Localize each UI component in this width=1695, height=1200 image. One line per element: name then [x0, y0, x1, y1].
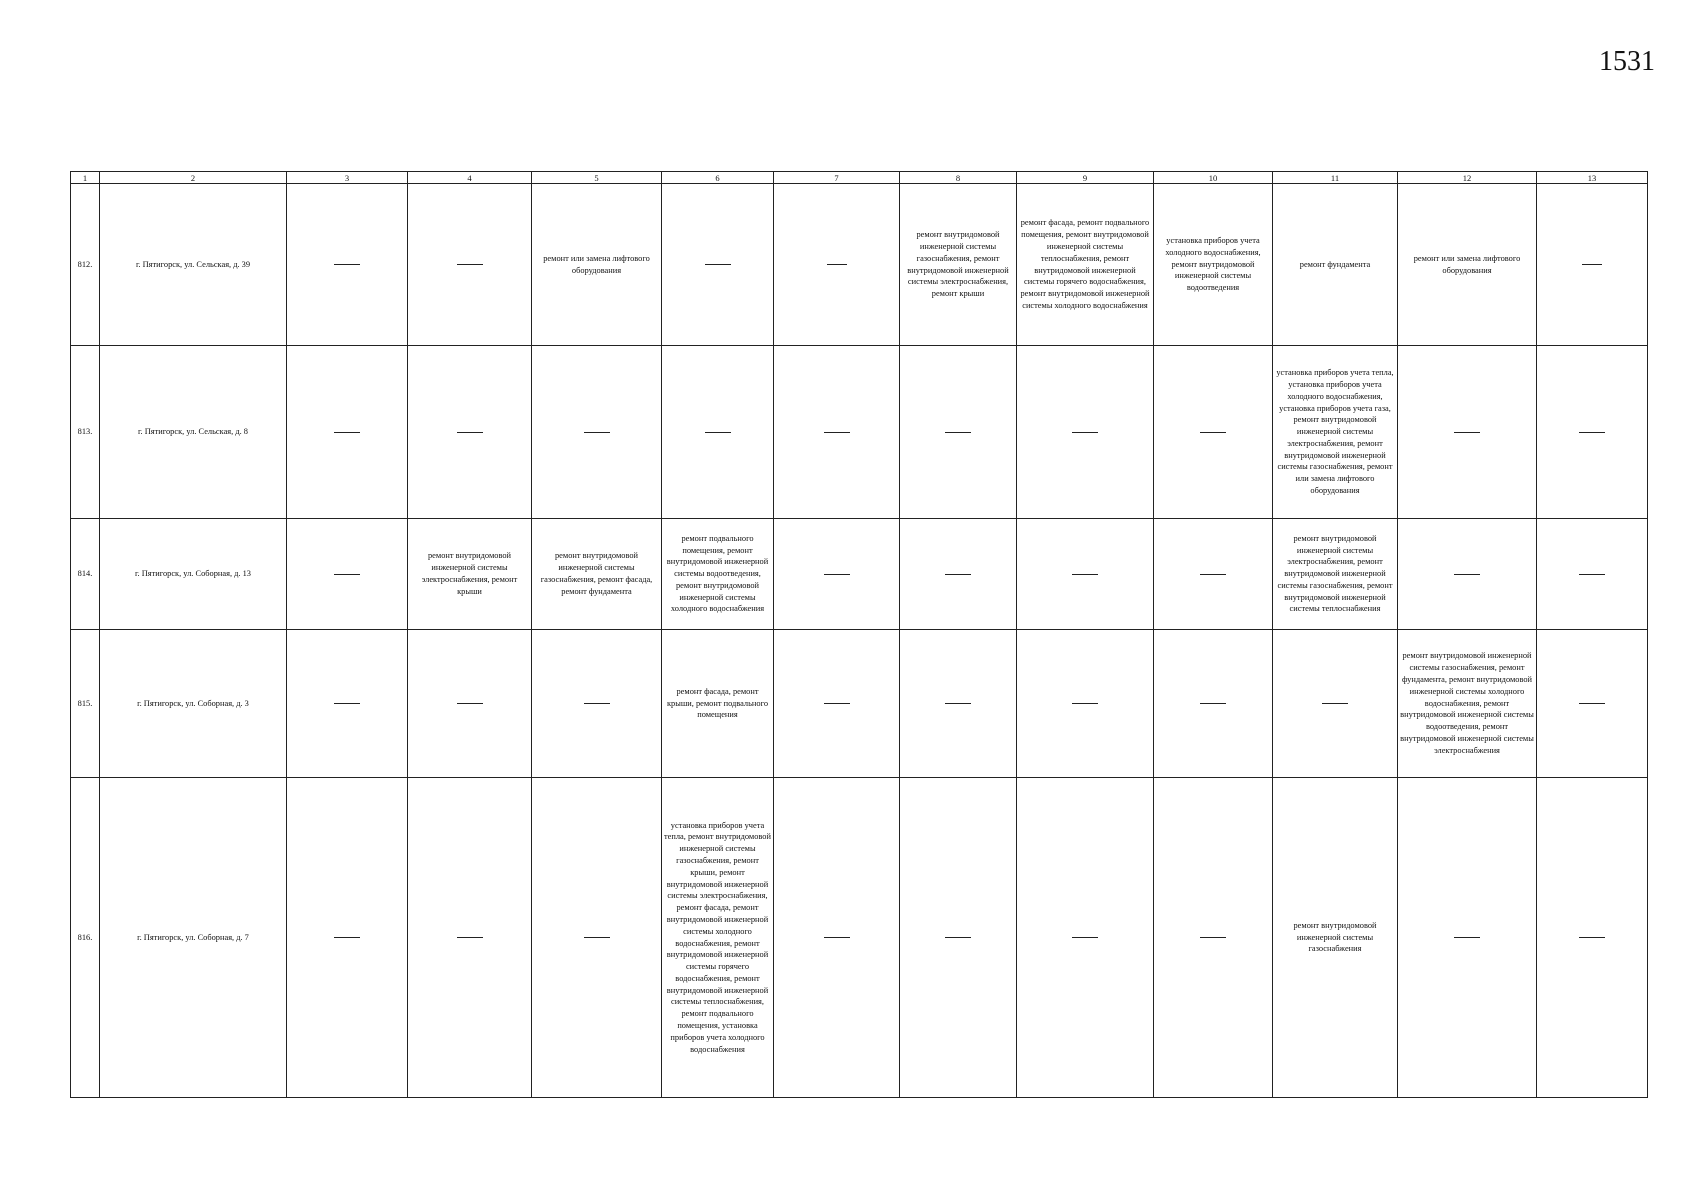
work-cell: ремонт фасада, ремонт крыши, ремонт подвального помещения — [662, 630, 774, 778]
dash — [945, 703, 971, 704]
dash — [945, 937, 971, 938]
dash — [1454, 574, 1480, 575]
column-number: 6 — [662, 172, 774, 184]
dash — [1072, 432, 1098, 433]
empty-cell — [1398, 346, 1537, 519]
empty-cell — [774, 630, 900, 778]
empty-cell — [900, 778, 1017, 1098]
empty-cell — [1273, 630, 1398, 778]
dash — [1072, 703, 1098, 704]
dash — [334, 703, 360, 704]
dash — [1579, 937, 1605, 938]
address-cell: г. Пятигорск, ул. Соборная, д. 7 — [100, 778, 287, 1098]
dash — [705, 264, 731, 265]
work-cell: ремонт внутридомовой инженерной системы газоснабжения, ремонт внутридомовой инженерной системы электроснабжения, ремонт крыши — [900, 184, 1017, 346]
address-cell: г. Пятигорск, ул. Соборная, д. 3 — [100, 630, 287, 778]
work-cell: установка приборов учета тепла, ремонт внутридомовой инженерной системы газоснабжения, ремонт крыши, ремонт внутридомовой инженерной системы электроснабжения, ремонт фасада, ремонт внутридомовой инженерной системы холодного водоснабжения, ремонт внутридомовой инженерной системы горячего водоснабжения, ремонт внутридомовой инженерной системы теплоснабжения, ремонт подвального помещения, установка приборов учета холодного водоснабжения — [662, 778, 774, 1098]
dash — [945, 432, 971, 433]
column-number: 4 — [408, 172, 532, 184]
empty-cell — [1154, 346, 1273, 519]
dash — [584, 432, 610, 433]
empty-cell — [1537, 778, 1648, 1098]
empty-cell — [662, 346, 774, 519]
dash — [1072, 937, 1098, 938]
empty-cell — [1017, 630, 1154, 778]
dash — [334, 264, 360, 265]
dash — [334, 574, 360, 575]
work-cell: ремонт внутридомовой инженерной системы газоснабжения, ремонт фасада, ремонт фундамента — [532, 519, 662, 630]
work-cell: установка приборов учета тепла, установка приборов учета холодного водоснабжения, установка приборов учета газа, ремонт внутридомовой инженерной системы электроснабжения, ремонт внутридомовой инженерной системы газоснабжения, ремонт или замена лифтового оборудования — [1273, 346, 1398, 519]
empty-cell — [662, 184, 774, 346]
empty-cell — [287, 778, 408, 1098]
dash — [824, 432, 850, 433]
dash — [1582, 264, 1602, 265]
empty-cell — [1537, 184, 1648, 346]
empty-cell — [1017, 346, 1154, 519]
empty-cell — [532, 778, 662, 1098]
address-cell: г. Пятигорск, ул. Соборная, д. 13 — [100, 519, 287, 630]
dash — [1579, 703, 1605, 704]
empty-cell — [900, 519, 1017, 630]
dash — [1454, 937, 1480, 938]
empty-cell — [1017, 519, 1154, 630]
column-number: 13 — [1537, 172, 1648, 184]
dash — [824, 574, 850, 575]
dash — [1322, 703, 1348, 704]
column-number: 2 — [100, 172, 287, 184]
dash — [705, 432, 731, 433]
repair-schedule-table — [70, 171, 1648, 1098]
work-cell: ремонт или замена лифтового оборудования — [1398, 184, 1537, 346]
column-number: 9 — [1017, 172, 1154, 184]
work-cell: ремонт фасада, ремонт подвального помещения, ремонт внутридомовой инженерной системы теплоснабжения, ремонт внутридомовой инженерной системы горячего водоснабжения, ремонт внутридомовой инженерной системы холодного водоснабжения — [1017, 184, 1154, 346]
work-cell: ремонт внутридомовой инженерной системы электроснабжения, ремонт крыши — [408, 519, 532, 630]
work-cell: ремонт внутридомовой инженерной системы газоснабжения — [1273, 778, 1398, 1098]
work-cell: ремонт внутридомовой инженерной системы газоснабжения, ремонт фундамента, ремонт внутридомовой инженерной системы холодного водоснабжения, ремонт внутридомовой инженерной системы водоотведения, ремонт внутридомовой инженерной системы электроснабжения — [1398, 630, 1537, 778]
dash — [457, 432, 483, 433]
row-number: 815. — [71, 630, 100, 778]
empty-cell — [287, 184, 408, 346]
empty-cell — [1017, 778, 1154, 1098]
empty-cell — [287, 346, 408, 519]
work-cell: ремонт фундамента — [1273, 184, 1398, 346]
column-number: 12 — [1398, 172, 1537, 184]
dash — [1579, 432, 1605, 433]
dash — [457, 703, 483, 704]
row-number: 813. — [71, 346, 100, 519]
empty-cell — [1537, 346, 1648, 519]
column-number: 10 — [1154, 172, 1273, 184]
dash — [1200, 937, 1226, 938]
work-cell: установка приборов учета холодного водоснабжения, ремонт внутридомовой инженерной системы водоотведения — [1154, 184, 1273, 346]
dash — [945, 574, 971, 575]
empty-cell — [900, 346, 1017, 519]
work-cell: ремонт или замена лифтового оборудования — [532, 184, 662, 346]
dash — [1200, 432, 1226, 433]
empty-cell — [774, 346, 900, 519]
empty-cell — [1398, 519, 1537, 630]
empty-cell — [1537, 630, 1648, 778]
row-number: 816. — [71, 778, 100, 1098]
empty-cell — [287, 630, 408, 778]
column-number: 3 — [287, 172, 408, 184]
empty-cell — [1154, 778, 1273, 1098]
dash — [334, 432, 360, 433]
dash — [824, 703, 850, 704]
empty-cell — [1537, 519, 1648, 630]
table-row — [71, 519, 1648, 630]
dash — [1200, 703, 1226, 704]
dash — [1579, 574, 1605, 575]
row-number: 814. — [71, 519, 100, 630]
empty-cell — [408, 778, 532, 1098]
empty-cell — [408, 346, 532, 519]
dash — [1454, 432, 1480, 433]
empty-cell — [532, 346, 662, 519]
empty-cell — [774, 184, 900, 346]
empty-cell — [1154, 519, 1273, 630]
dash — [1200, 574, 1226, 575]
address-cell: г. Пятигорск, ул. Сельская, д. 39 — [100, 184, 287, 346]
column-number: 8 — [900, 172, 1017, 184]
empty-cell — [900, 630, 1017, 778]
table-row — [71, 630, 1648, 778]
column-number: 5 — [532, 172, 662, 184]
empty-cell — [1398, 778, 1537, 1098]
empty-cell — [1154, 630, 1273, 778]
page-number: 1531 — [1599, 46, 1655, 77]
empty-cell — [287, 519, 408, 630]
dash — [584, 937, 610, 938]
empty-cell — [774, 519, 900, 630]
empty-cell — [532, 630, 662, 778]
table-row — [71, 778, 1648, 1098]
work-cell: ремонт внутридомовой инженерной системы электроснабжения, ремонт внутридомовой инженерной системы газоснабжения, ремонт внутридомовой инженерной системы теплоснабжения — [1273, 519, 1398, 630]
dash — [457, 937, 483, 938]
column-number-row — [71, 172, 1648, 184]
empty-cell — [408, 630, 532, 778]
dash — [1072, 574, 1098, 575]
work-cell: ремонт подвального помещения, ремонт внутридомовой инженерной системы водоотведения, ремонт внутридомовой инженерной системы холодного водоснабжения — [662, 519, 774, 630]
dash — [584, 703, 610, 704]
column-number: 11 — [1273, 172, 1398, 184]
dash — [824, 937, 850, 938]
dash — [827, 264, 847, 265]
column-number: 7 — [774, 172, 900, 184]
row-number: 812. — [71, 184, 100, 346]
column-number: 1 — [71, 172, 100, 184]
dash — [457, 264, 483, 265]
empty-cell — [408, 184, 532, 346]
empty-cell — [774, 778, 900, 1098]
table-row — [71, 184, 1648, 346]
table-row — [71, 346, 1648, 519]
dash — [334, 937, 360, 938]
address-cell: г. Пятигорск, ул. Сельская, д. 8 — [100, 346, 287, 519]
